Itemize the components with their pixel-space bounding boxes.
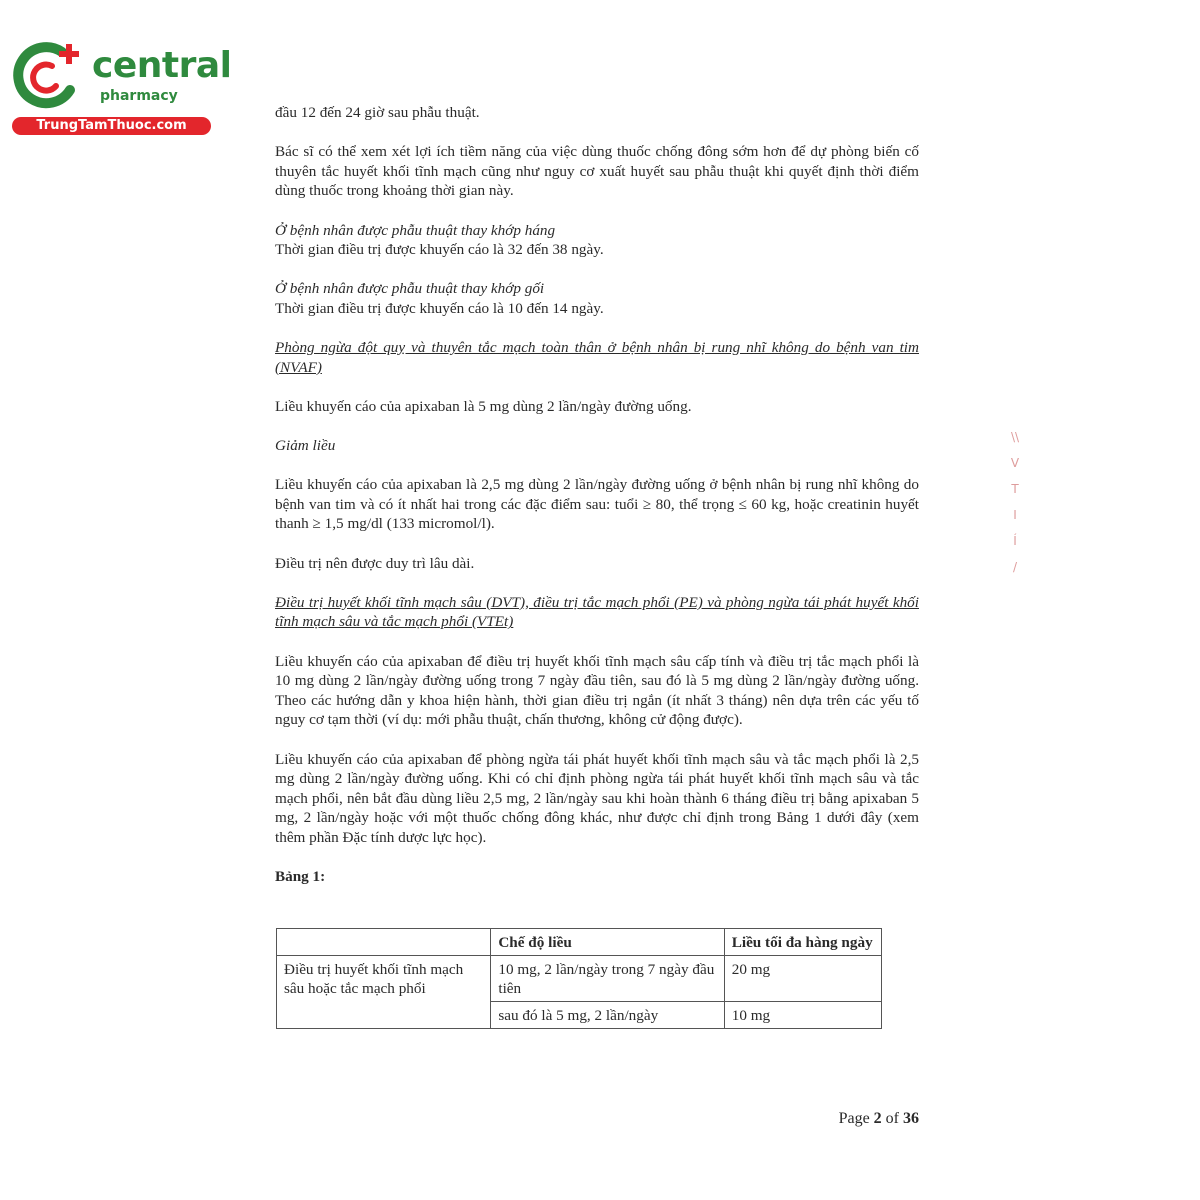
section-heading-knee: Ở bệnh nhân được phẫu thuật thay khớp gối	[275, 280, 545, 298]
table-row	[277, 956, 882, 1002]
document-body	[275, 103, 919, 887]
paragraph: Thời gian điều trị được khuyến cáo là 10 đến 14 ngày.	[275, 299, 604, 317]
stamp-mark: Í	[1013, 534, 1017, 548]
table-row-label: Điều trị huyết khối tĩnh mạch sâu hoặc tắc mạch phổi	[277, 956, 491, 1029]
table-cell-max-dose: 20 mg	[724, 956, 881, 1002]
current-page: 2	[873, 1110, 882, 1127]
pharmacy-cross-logo-icon	[10, 38, 90, 116]
stamp-marks	[1008, 424, 1022, 580]
stamp-mark: /	[1012, 560, 1018, 574]
stamp-mark: T	[1011, 482, 1019, 496]
paragraph: Điều trị nên được duy trì lâu dài.	[275, 554, 475, 572]
table-header-cell: Liều tối đa hàng ngày	[724, 929, 881, 956]
table-header-cell: Chế độ liều	[491, 929, 724, 956]
paragraph: đầu 12 đến 24 giờ sau phẫu thuật.	[275, 104, 480, 121]
table-header-row	[277, 929, 882, 956]
table-header-cell	[277, 929, 491, 956]
section-heading-dvt: Điều trị huyết khối tĩnh mạch sâu (DVT), điều trị tắc mạch phổi (PE) và phòng ngừa tái phát huyết khối tĩnh mạch sâu và tắc mạch phổi (VTEt)	[275, 593, 919, 631]
page-of: of	[885, 1110, 899, 1127]
table-cell-max-dose: 10 mg	[724, 1002, 881, 1029]
brand-website-link[interactable]: TrungTamThuoc.com	[12, 117, 211, 135]
brand-name: central	[92, 45, 232, 86]
paragraph: Thời gian điều trị được khuyến cáo là 32 đến 38 ngày.	[275, 241, 604, 259]
page-prefix: Page	[838, 1110, 870, 1127]
table-cell-regimen: 10 mg, 2 lần/ngày trong 7 ngày đầu tiên	[491, 956, 724, 1002]
stamp-mark: I	[1013, 508, 1017, 522]
section-heading-dose-reduction: Giảm liều	[275, 437, 336, 455]
paragraph: Liều khuyến cáo của apixaban là 5 mg dùng 2 lần/ngày đường uống.	[275, 397, 692, 415]
section-heading-hip: Ở bệnh nhân được phẫu thuật thay khớp háng	[275, 221, 556, 239]
page-number	[839, 1110, 919, 1128]
stamp-mark: \\	[1010, 430, 1020, 444]
paragraph: Liều khuyến cáo của apixaban để phòng ngừa tái phát huyết khối tĩnh mạch sâu và tắc mạch phổi là 2,5 mg dùng 2 lần/ngày đường uống. Khi có chỉ định phòng ngừa tái phát huyết khối tĩnh mạch sâu và tắc mạch phổi, nên bắt đầu dùng liều 2,5 mg, 2 lần/ngày sau khi hoàn thành 6 tháng điều trị bằng apixaban 5 mg, 2 lần/ngày hoặc với một thuốc chống đông khác, như được chỉ định trong Bảng 1 dưới đây (xem thêm phần Đặc tính dược lực học).	[275, 750, 919, 846]
brand-subtitle: pharmacy	[100, 88, 178, 104]
table-label: Bảng 1:	[275, 868, 326, 886]
paragraph: Liều khuyến cáo của apixaban để điều trị huyết khối tĩnh mạch sâu cấp tính và điều trị tắc mạch phổi là 10 mg dùng 2 lần/ngày đường uống trong 7 ngày đầu tiên, sau đó là 5 mg dùng 2 lần/ngày đường uống. Theo các hướng dẫn y khoa hiện hành, thời gian điều trị ngắn (ít nhất 3 tháng) nên dựa trên các yếu tố nguy cơ tạm thời (ví dụ: mới phẫu thuật, chấn thương, không cử động được).	[275, 652, 919, 729]
stamp-mark: V	[1010, 456, 1020, 470]
central-pharmacy-logo[interactable]	[10, 38, 232, 138]
table-cell-regimen: sau đó là 5 mg, 2 lần/ngày	[491, 1002, 724, 1029]
paragraph: Liều khuyến cáo của apixaban là 2,5 mg dùng 2 lần/ngày đường uống ở bệnh nhân bị rung nhĩ không do bệnh van tim và có ít nhất hai trong các đặc điểm sau: tuổi ≥ 80, thể trọng ≤ 60 kg, hoặc creatinin huyết thanh ≥ 1,5 mg/dl (133 micromol/l).	[275, 476, 919, 533]
section-heading-nvaf: Phòng ngừa đột quỵ và thuyên tắc mạch toàn thân ở bệnh nhân bị rung nhĩ không do bệnh van tim (NVAF)	[275, 339, 919, 376]
dosage-table	[276, 928, 882, 1029]
paragraph: Bác sĩ có thể xem xét lợi ích tiềm năng của việc dùng thuốc chống đông sớm hơn để dự phòng biến cố thuyên tắc huyết khối tĩnh mạch cũng như nguy cơ xuất huyết sau phẫu thuật khi quyết định thời điểm dùng thuốc trong khoảng thời gian này.	[275, 143, 919, 200]
total-pages: 36	[903, 1110, 919, 1127]
